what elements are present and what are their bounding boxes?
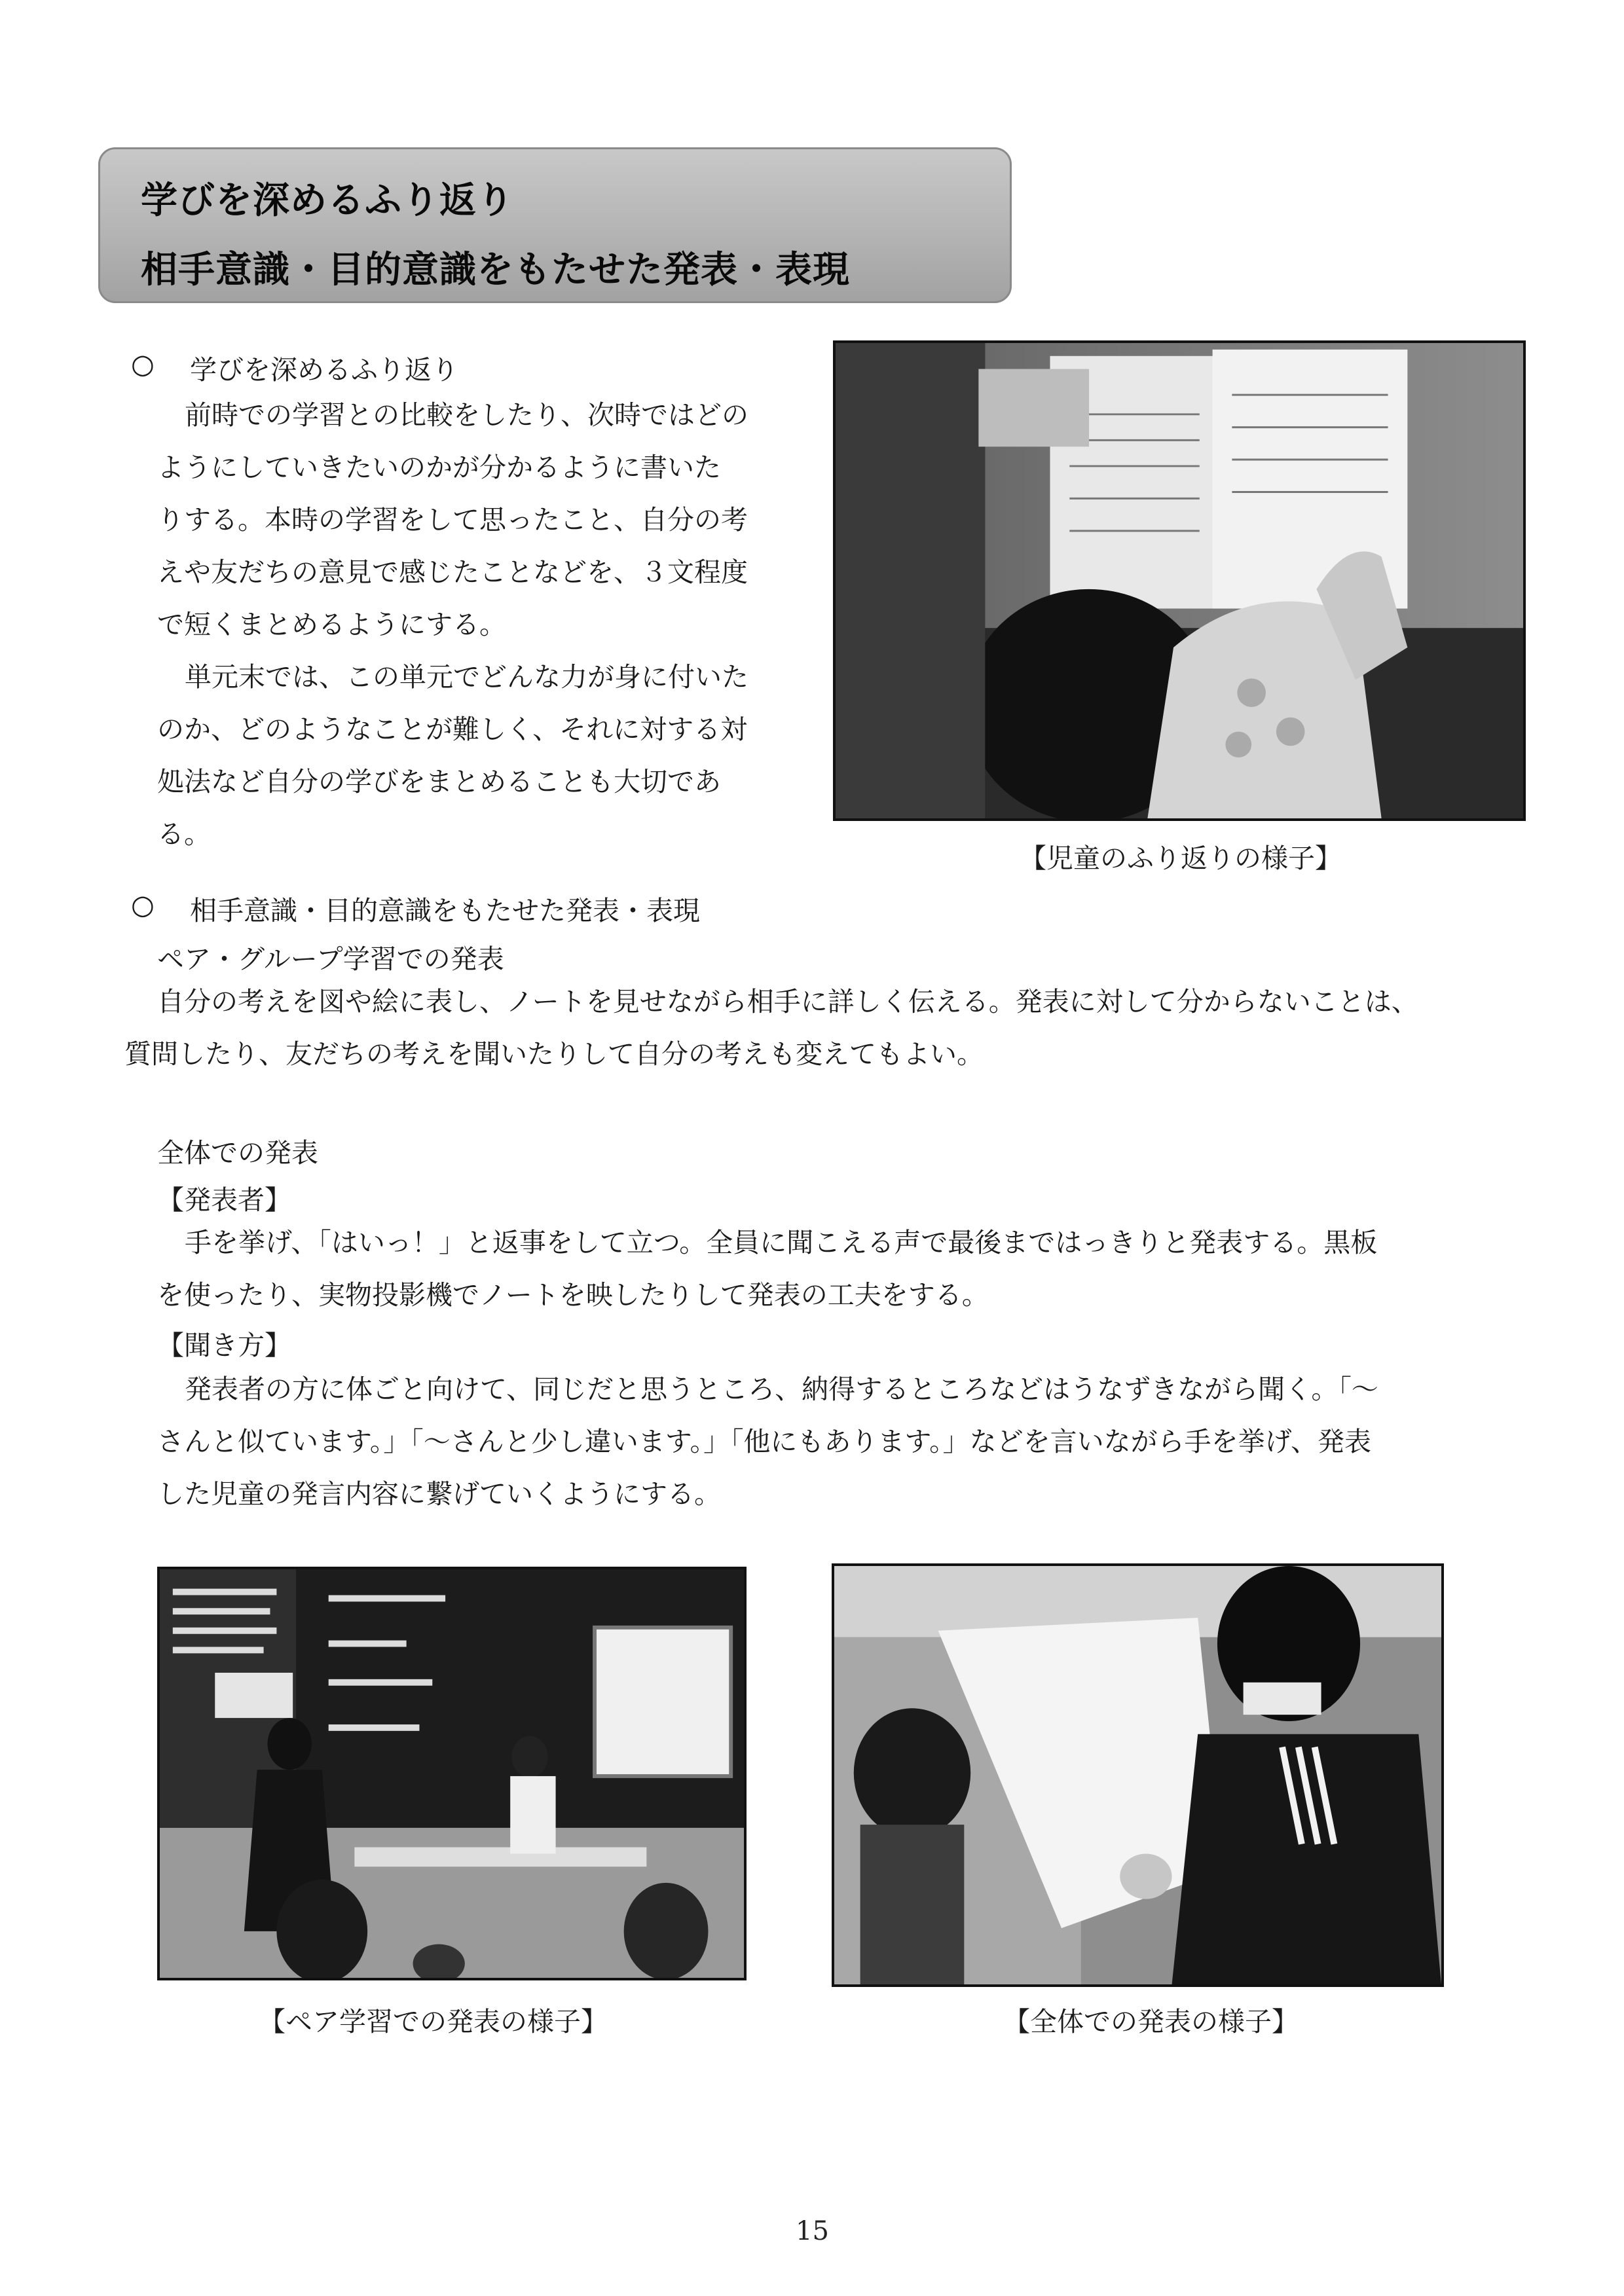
listener-heading: 【聞き方】 bbox=[157, 1330, 291, 1361]
section1-line: りする。本時の学習をして思ったこと、自分の考 bbox=[157, 504, 748, 536]
section-title-line-1: 学びを深めるふり返り bbox=[141, 179, 514, 222]
whole-presentation-photo bbox=[832, 1563, 1444, 1987]
pair-photo-caption: 【ペア学習での発表の様子】 bbox=[259, 2006, 608, 2037]
whole-heading: 全体での発表 bbox=[157, 1137, 318, 1169]
pair-body bbox=[124, 975, 1418, 1080]
pair-heading: ペア・グループ学習での発表 bbox=[157, 943, 504, 975]
listener-body bbox=[157, 1363, 1378, 1520]
listener-line: した児童の発言内容に繋げていくようにする。 bbox=[157, 1478, 721, 1510]
section1-line: で短くまとめるようにする。 bbox=[157, 609, 506, 640]
pair-line: 質問したり、友だちの考えを聞いたりして自分の考えも変えてもよい。 bbox=[124, 1038, 984, 1070]
section1-line: えや友だちの意見で感じたことなどを、３文程度 bbox=[157, 556, 748, 588]
section2-heading: 相手意識・目的意識をもたせた発表・表現 bbox=[190, 895, 700, 926]
section1-body bbox=[157, 389, 748, 860]
listener-line: 発表者の方に体ごと向けて、同じだと思うところ、納得するところなどはうなずきながら聞く。「～ bbox=[185, 1374, 1378, 1405]
presenter-line: 手を挙げ、「はいっ！」と返事をして立つ。全員に聞こえる声で最後まではっきりと発表する。黒板 bbox=[185, 1227, 1378, 1258]
section1-line: のか、どのようなことが難しく、それに対する対 bbox=[157, 714, 748, 745]
whole-photo-caption: 【全体での発表の様子】 bbox=[1003, 2006, 1299, 2037]
section1-line: ようにしていきたいのかが分かるように書いた bbox=[157, 452, 721, 483]
section1-line: 処法など自分の学びをまとめることも大切であ bbox=[157, 766, 721, 797]
presenter-body bbox=[157, 1216, 1377, 1321]
presenter-heading: 【発表者】 bbox=[157, 1184, 291, 1216]
section1-line: 前時での学習との比較をしたり、次時ではどの bbox=[185, 399, 748, 431]
section1-heading: 学びを深めるふり返り bbox=[190, 354, 458, 386]
listener-line: さんと似ています。」「～さんと少し違います。」「他にもあります。」などを言いながら手を挙げ、発表 bbox=[157, 1426, 1372, 1457]
pair-line: 自分の考えを図や絵に表し、ノートを見せながら相手に詳しく伝える。発表に対して分からないことは、 bbox=[157, 986, 1418, 1017]
page-number: 15 bbox=[796, 2216, 829, 2246]
reflection-photo bbox=[833, 340, 1526, 821]
bullet-circle: ○ bbox=[131, 889, 155, 920]
section1-line: 単元末では、この単元でどんな力が身に付いた bbox=[185, 661, 748, 693]
section-title-line-2: 相手意識・目的意識をもたせた発表・表現 bbox=[141, 249, 850, 291]
presenter-line: を使ったり、実物投影機でノートを映したりして発表の工夫をする。 bbox=[157, 1279, 989, 1311]
bullet-circle: ○ bbox=[131, 348, 155, 380]
reflection-photo-caption: 【児童のふり返りの様子】 bbox=[1020, 843, 1342, 874]
section1-line: る。 bbox=[157, 818, 211, 850]
pair-presentation-photo bbox=[157, 1567, 747, 1980]
